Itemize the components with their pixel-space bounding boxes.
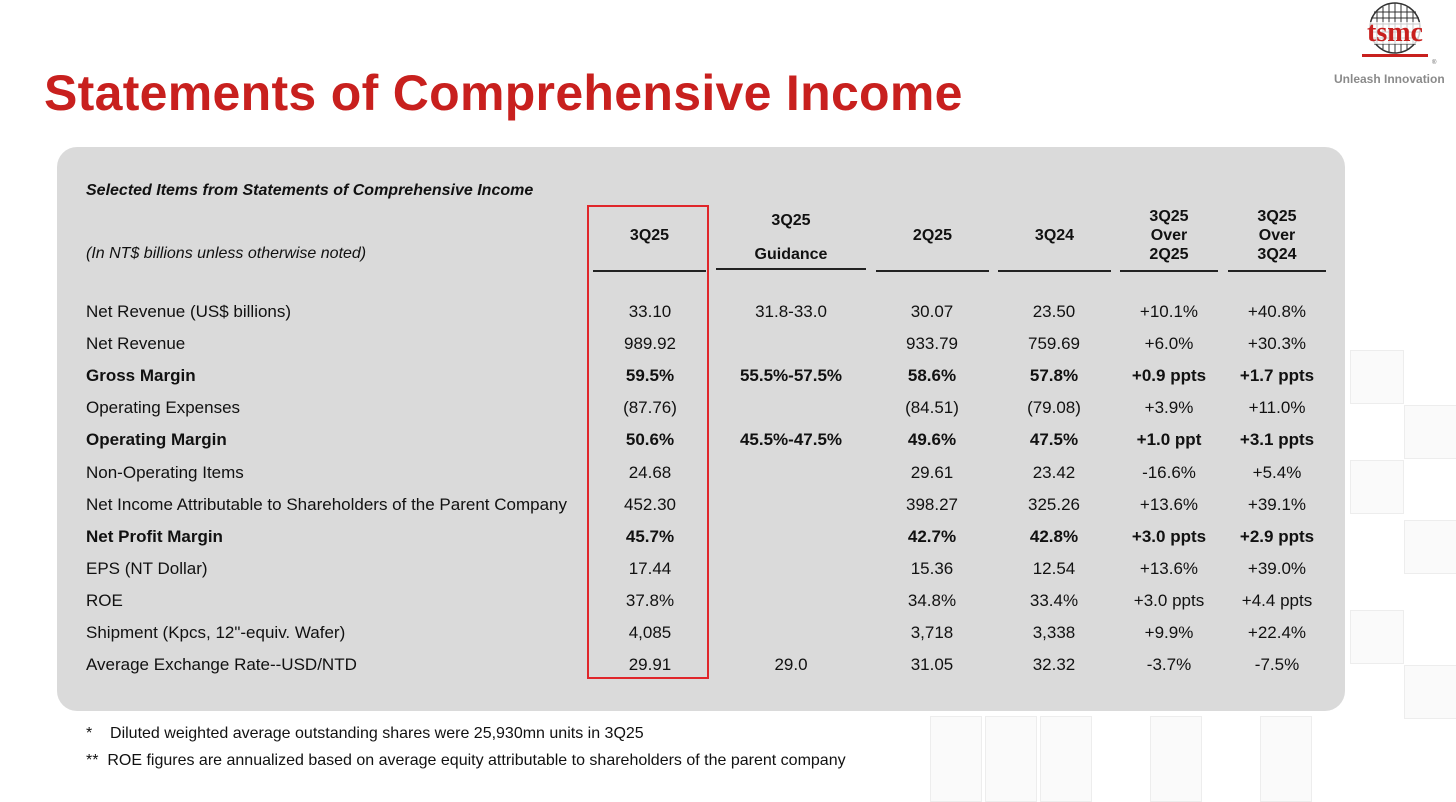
table-cell: +3.1 ppts bbox=[1239, 430, 1315, 449]
decor-square bbox=[1350, 350, 1404, 404]
table-cell: +9.9% bbox=[1144, 623, 1194, 642]
row-label: Net Revenue (US$ billions) bbox=[86, 302, 292, 321]
table-cell: +3.0 ppts bbox=[1133, 591, 1205, 610]
table-cell: 17.44 bbox=[628, 559, 672, 578]
table-cell: (79.08) bbox=[1027, 398, 1081, 417]
row-label: EPS (NT Dollar) bbox=[86, 559, 208, 578]
table-cell: 15.36 bbox=[910, 559, 954, 578]
table-cell: 58.6% bbox=[907, 366, 957, 385]
decor-square bbox=[1404, 405, 1456, 459]
table-cell: 50.6% bbox=[625, 430, 675, 449]
table-cell: 29.91 bbox=[628, 655, 672, 674]
decor-square bbox=[1260, 716, 1312, 802]
table-cell: +0.9 ppts bbox=[1131, 366, 1207, 385]
row-label: ROE bbox=[86, 591, 123, 610]
table-cell: 30.07 bbox=[910, 302, 954, 321]
table-cell: 42.7% bbox=[907, 527, 957, 546]
row-label: Average Exchange Rate--USD/NTD bbox=[86, 655, 357, 674]
table-cell: 989.92 bbox=[624, 334, 676, 353]
table-cell: 33.4% bbox=[1029, 591, 1079, 610]
row-label: Operating Margin bbox=[86, 430, 227, 449]
table-cell: 37.8% bbox=[625, 591, 675, 610]
decor-square bbox=[1404, 665, 1456, 719]
table-cell: +3.9% bbox=[1144, 398, 1194, 417]
decor-square bbox=[1350, 460, 1404, 514]
table-cell: 3,338 bbox=[1032, 623, 1076, 642]
row-label: Shipment (Kpcs, 12"-equiv. Wafer) bbox=[86, 623, 346, 642]
table-cell: +39.0% bbox=[1247, 559, 1307, 578]
table-cell: +40.8% bbox=[1247, 302, 1307, 321]
table-cell: +30.3% bbox=[1247, 334, 1307, 353]
row-label: Gross Margin bbox=[86, 366, 196, 385]
row-label: Net Profit Margin bbox=[86, 527, 223, 546]
table-cell: 57.8% bbox=[1029, 366, 1079, 385]
table-cell: 42.8% bbox=[1029, 527, 1079, 546]
table-cell: +1.0 ppt bbox=[1136, 430, 1202, 449]
logo-wordmark: tsmc bbox=[1367, 17, 1423, 48]
table-cell: +6.0% bbox=[1144, 334, 1194, 353]
table-cell: 45.5%-47.5% bbox=[739, 430, 843, 449]
table-cell: 29.61 bbox=[910, 463, 954, 482]
table-cell: 47.5% bbox=[1029, 430, 1079, 449]
table-cell: -16.6% bbox=[1142, 463, 1196, 482]
svg-text:®: ® bbox=[1432, 60, 1437, 66]
table-cell: +4.4 ppts bbox=[1241, 591, 1313, 610]
col-header-2q25: 2Q25 bbox=[876, 200, 989, 272]
table-cell: 49.6% bbox=[907, 430, 957, 449]
table-caption: Selected Items from Statements of Comprehensive Income bbox=[86, 182, 534, 199]
table-cell: (87.76) bbox=[623, 398, 677, 417]
page-title: Statements of Comprehensive Income bbox=[44, 65, 963, 121]
table-cell: 34.8% bbox=[907, 591, 957, 610]
table-cell: 452.30 bbox=[624, 495, 676, 514]
table-cell: 45.7% bbox=[625, 527, 675, 546]
decor-square bbox=[985, 716, 1037, 802]
table-cell: (84.51) bbox=[905, 398, 959, 417]
table-cell: +3.0 ppts bbox=[1131, 527, 1207, 546]
table-cell: +5.4% bbox=[1252, 463, 1302, 482]
decor-square bbox=[1350, 610, 1404, 664]
table-cell: 24.68 bbox=[628, 463, 672, 482]
table-cell: 31.05 bbox=[910, 655, 954, 674]
row-label: Non-Operating Items bbox=[86, 463, 244, 482]
table-cell: +1.7 ppts bbox=[1239, 366, 1315, 385]
table-cell: +10.1% bbox=[1139, 302, 1199, 321]
table-cell: 59.5% bbox=[625, 366, 675, 385]
footnote-eps: * Diluted weighted average outstanding shares were 25,930mn units in 3Q25 bbox=[86, 725, 644, 742]
table-cell: 29.0 bbox=[774, 655, 808, 674]
table-cell: 23.42 bbox=[1032, 463, 1076, 482]
table-cell: 4,085 bbox=[628, 623, 672, 642]
table-cell: -7.5% bbox=[1254, 655, 1300, 674]
table-cell: +2.9 ppts bbox=[1239, 527, 1315, 546]
col-header-3q25-over-2q25: 3Q25 Over 2Q25 bbox=[1120, 200, 1218, 272]
table-cell: +22.4% bbox=[1247, 623, 1307, 642]
logo-tagline: Unleash Innovation bbox=[1334, 72, 1445, 86]
table-cell: 325.26 bbox=[1028, 495, 1080, 514]
decor-square bbox=[930, 716, 982, 802]
decor-square bbox=[1150, 716, 1202, 802]
row-label: Net Income Attributable to Shareholders of the Parent Company bbox=[86, 495, 567, 514]
table-cell: -3.7% bbox=[1146, 655, 1192, 674]
table-cell: +39.1% bbox=[1247, 495, 1307, 514]
table-cell: +11.0% bbox=[1248, 398, 1306, 417]
table-cell: 23.50 bbox=[1032, 302, 1076, 321]
table-cell: 31.8-33.0 bbox=[755, 302, 827, 321]
table-cell: 759.69 bbox=[1028, 334, 1080, 353]
footnote-roe: ** ROE figures are annualized based on average equity attributable to shareholders of the parent company bbox=[86, 752, 846, 769]
table-cell: +13.6% bbox=[1139, 559, 1199, 578]
row-label: Net Revenue bbox=[86, 334, 186, 353]
table-cell: 12.54 bbox=[1032, 559, 1076, 578]
tsmc-logo bbox=[1352, 2, 1438, 68]
table-cell: 32.32 bbox=[1032, 655, 1076, 674]
table-cell: 398.27 bbox=[906, 495, 958, 514]
table-cell: 55.5%-57.5% bbox=[739, 366, 843, 385]
row-label: Operating Expenses bbox=[86, 398, 241, 417]
col-header-3q25-guidance: 3Q25 Guidance bbox=[716, 200, 866, 270]
col-header-3q25: 3Q25 bbox=[593, 200, 706, 272]
decor-square bbox=[1404, 520, 1456, 574]
col-header-3q25-over-3q24: 3Q25 Over 3Q24 bbox=[1228, 200, 1326, 272]
unit-note: (In NT$ billions unless otherwise noted) bbox=[86, 245, 367, 262]
decor-square bbox=[1040, 716, 1092, 802]
table-cell: 3,718 bbox=[910, 623, 954, 642]
table-cell: +13.6% bbox=[1139, 495, 1199, 514]
table-cell: 33.10 bbox=[628, 302, 672, 321]
col-header-3q24: 3Q24 bbox=[998, 200, 1111, 272]
table-cell: 933.79 bbox=[906, 334, 958, 353]
